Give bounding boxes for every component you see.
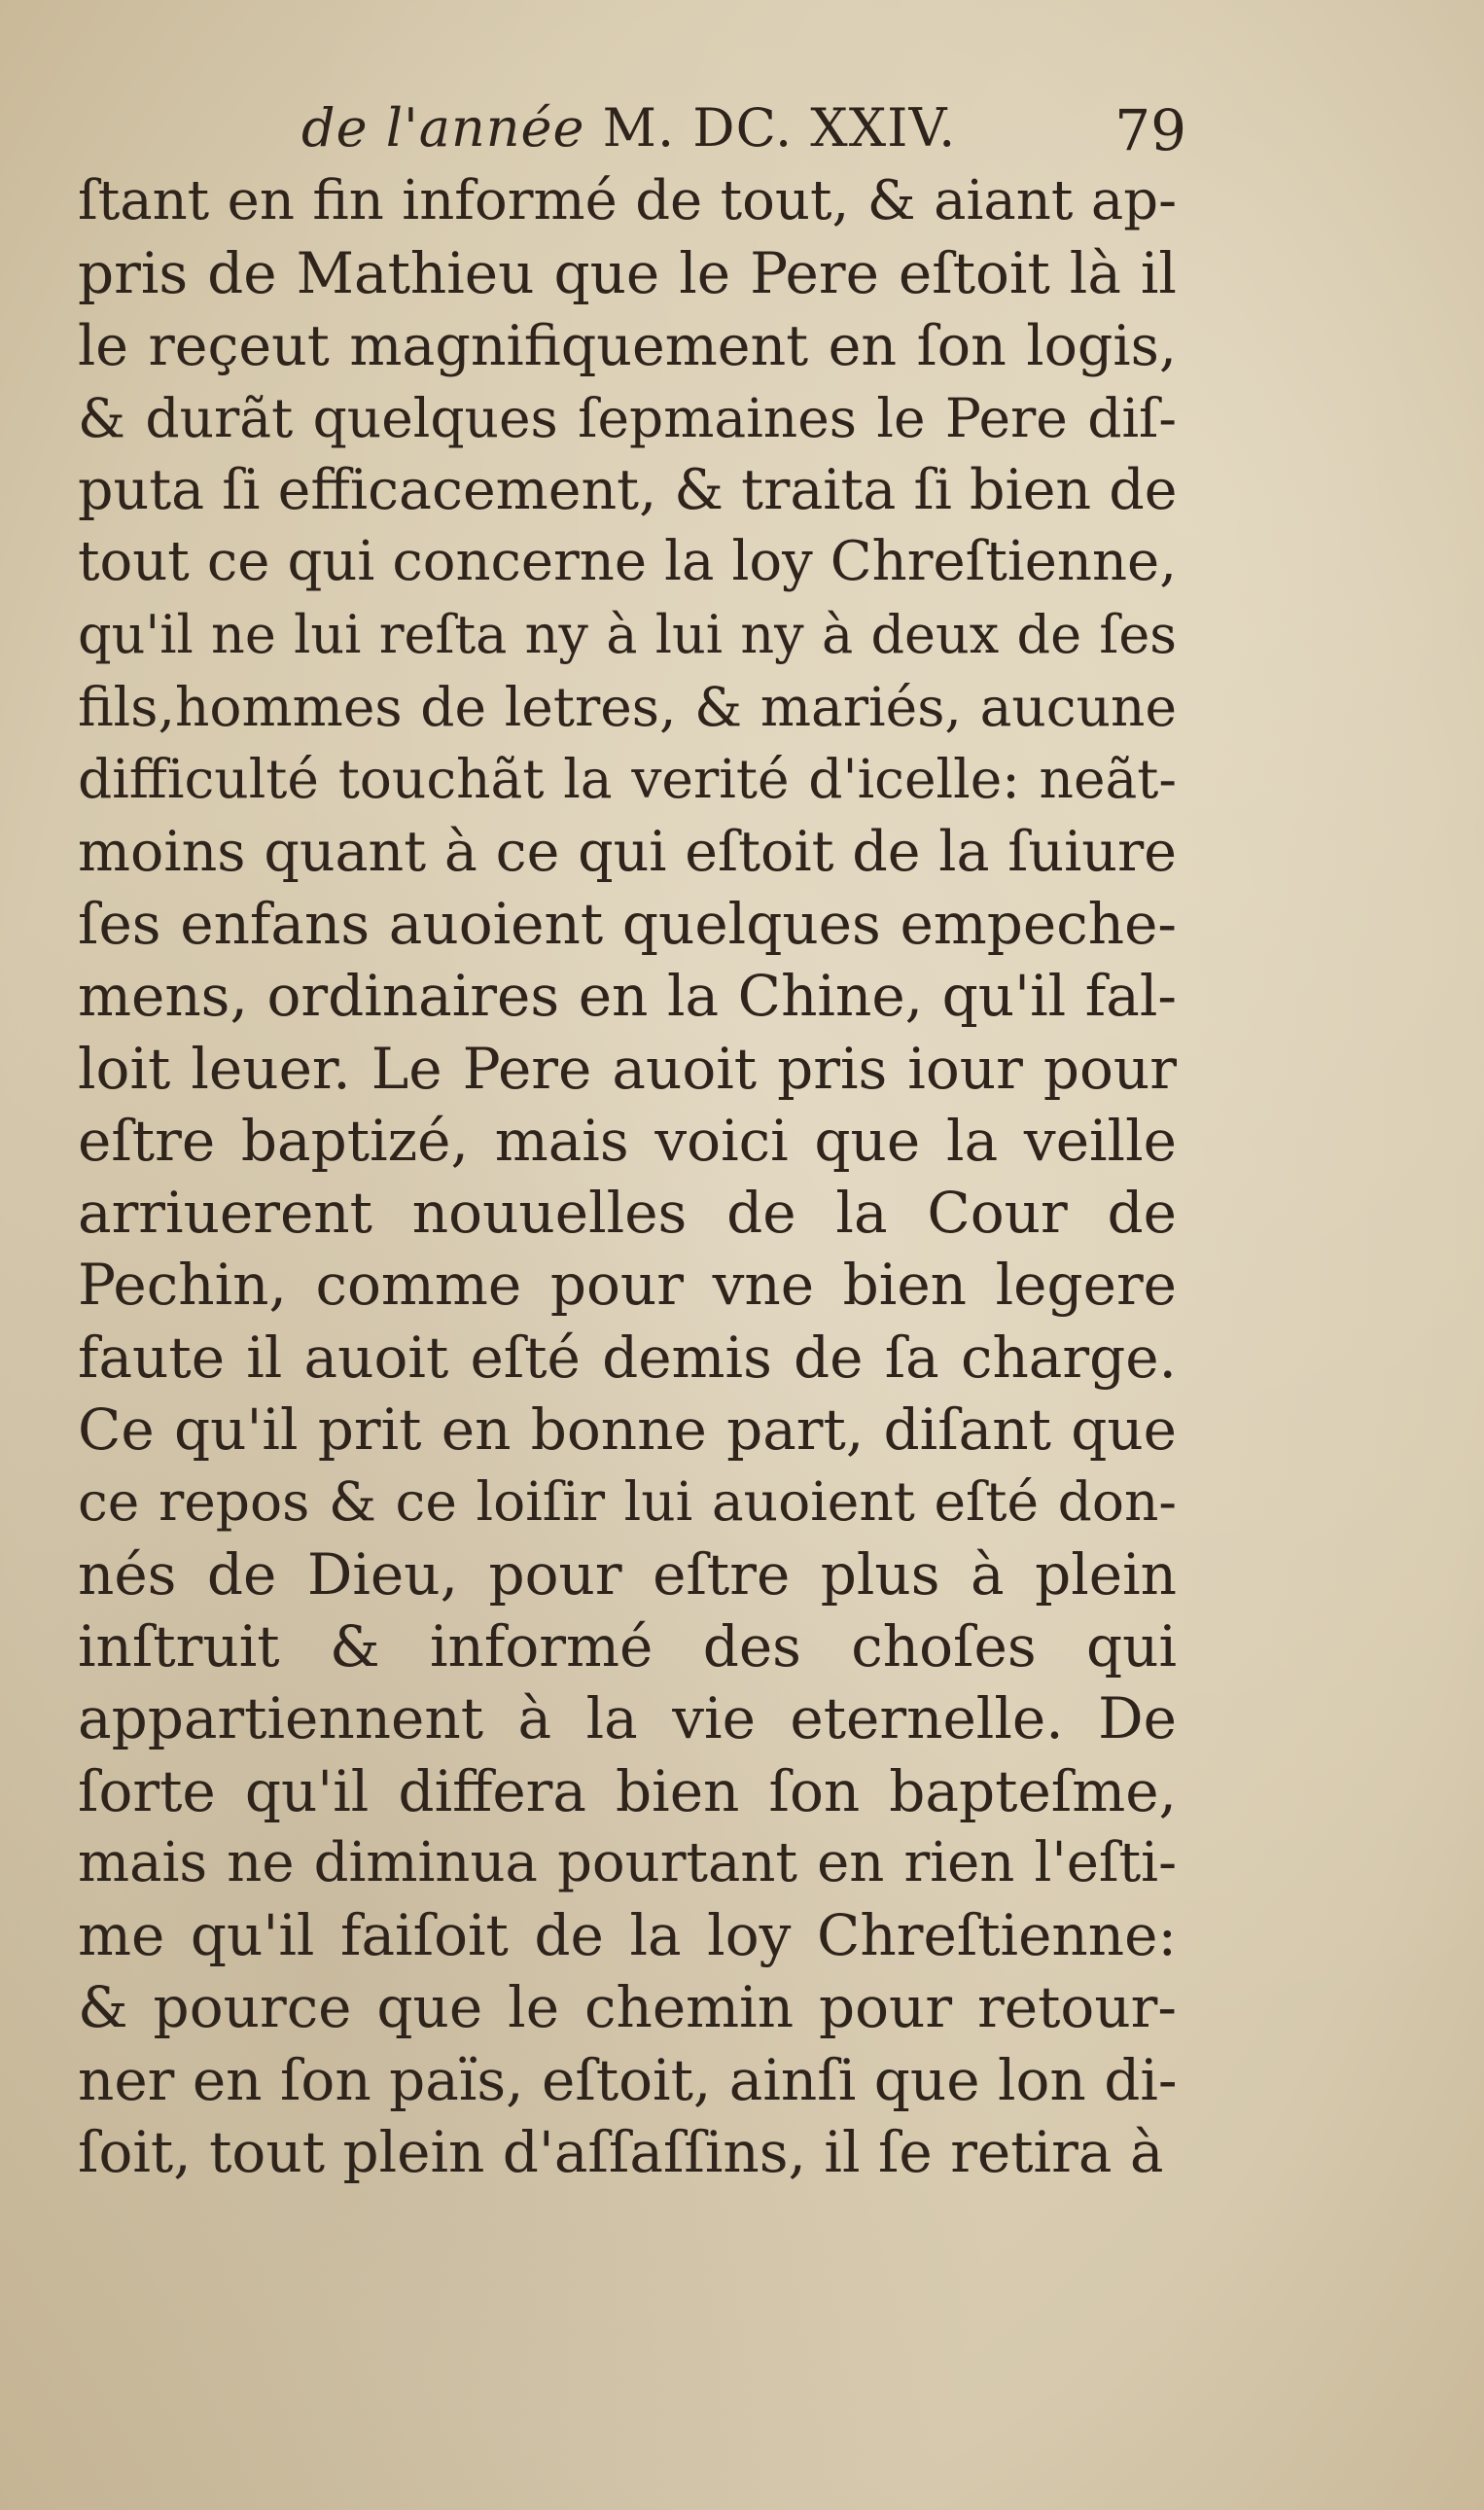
text-line: inſtruit & informé des choſes qui <box>78 1612 1177 1679</box>
text-line: ſes enfans auoient quelques empeche- <box>78 890 1177 957</box>
text-line: & pource que le chemin pour retour- <box>78 1974 1177 2041</box>
text-line: difficulté touchãt la verité d'icelle: neãt- <box>78 748 1177 811</box>
text-line: eſtre baptizé, mais voici que la veille <box>78 1107 1177 1174</box>
text-line: ſoit, tout plein d'aſſaſſins, il ſe retira à <box>78 2119 1164 2186</box>
running-head <box>301 97 956 159</box>
text-line: & durãt quelques ſepmaines le Pere diſ- <box>78 386 1177 449</box>
page-header <box>301 97 1186 165</box>
text-line: nés de Dieu, pour eſtre plus à plein <box>78 1540 1177 1608</box>
text-line: qu'il ne lui reſta ny à lui ny à deux de ſes <box>78 603 1177 665</box>
running-head-italic: de l'année <box>301 97 585 159</box>
text-line: arriuerent nouuelles de la Cour de <box>78 1180 1177 1247</box>
text-line: faute il auoit eſté demis de ſa charge. <box>78 1324 1177 1391</box>
text-line: le reçeut magnifiquement en ſon logis, <box>78 313 1177 378</box>
text-line: mens, ordinaires en la Chine, qu'il fal- <box>78 963 1177 1030</box>
text-line: appartiennent à la vie eternelle. De <box>78 1685 1177 1752</box>
text-line: ſorte qu'il differa bien ſon bapteſme, <box>78 1757 1177 1824</box>
text-line: ſtant en fin informé de tout, & aiant ap- <box>78 169 1177 232</box>
body-text <box>78 165 1177 2188</box>
text-line: loit leuer. Le Pere auoit pris iour pour <box>78 1035 1177 1102</box>
text-line: ce repos & ce loiſir lui auoient eſté don- <box>78 1470 1177 1534</box>
text-line: Ce qu'il prit en bonne part, diſant que <box>78 1396 1177 1464</box>
text-line: Pechin, comme pour vne bien legere <box>78 1252 1177 1319</box>
page-number: 79 <box>1114 97 1186 163</box>
text-line: moins quant à ce qui eſtoit de la ſuiure <box>78 819 1177 884</box>
text-line: me qu'il faiſoit de la loy Chreſtienne: <box>78 1902 1177 1969</box>
text-line: pris de Mathieu que le Pere eſtoit là il <box>78 240 1177 307</box>
text-line: puta ſi efficacement, & traita ſi bien de <box>78 458 1178 523</box>
text-line: mais ne diminua pourtant en rien l'eſti- <box>78 1830 1177 1894</box>
text-line: fils,hommes de letres, & mariés, aucune <box>78 676 1177 739</box>
text-line: tout ce qui concerne la loy Chreſtienne, <box>78 530 1177 594</box>
running-head-year: M. DC. XXIV. <box>584 97 957 159</box>
text-line: ner en ſon païs, eſtoit, ainſi que lon di- <box>78 2046 1178 2113</box>
